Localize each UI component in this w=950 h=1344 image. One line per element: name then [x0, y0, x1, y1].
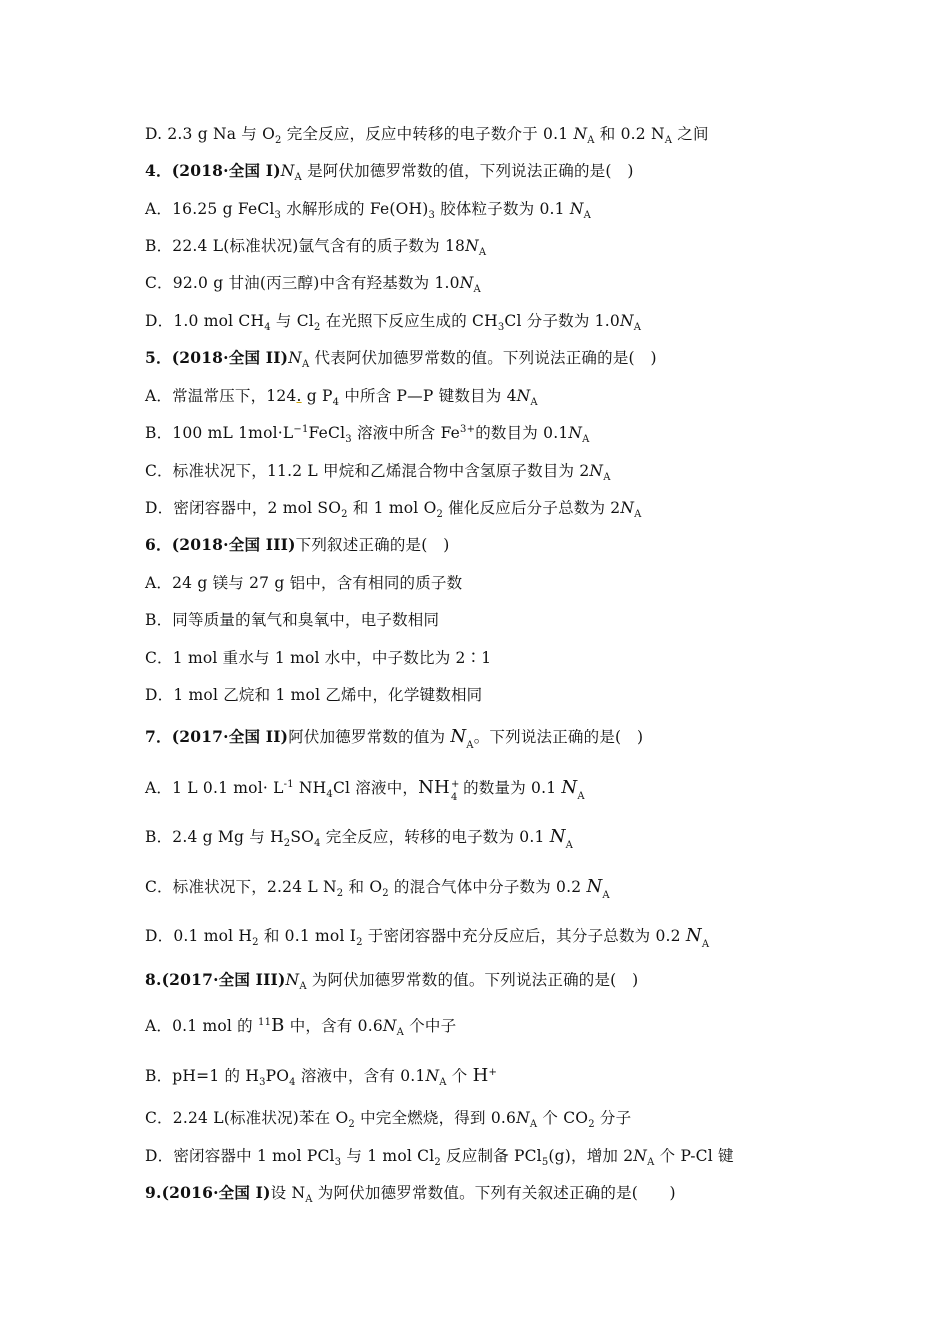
text: 完全反应，转移的电子数为 0.1 — [320, 828, 550, 846]
question-7-option-d — [145, 926, 709, 955]
text: C．2.24 L(标准状况)苯在 O — [145, 1109, 349, 1127]
text: 溶液中所含 Fe — [351, 424, 461, 442]
subscript: 4 — [332, 397, 340, 409]
na-symbol: N — [285, 971, 300, 989]
text: D．1.0 mol CH — [145, 312, 265, 330]
question-9 — [145, 1183, 676, 1206]
subscript: A — [603, 472, 611, 484]
question-4 — [145, 161, 634, 184]
superscript: + — [488, 1066, 498, 1078]
na-symbol: N — [450, 726, 467, 747]
na-symbol: N — [685, 925, 702, 946]
subscript: A — [664, 135, 673, 147]
subscript: 4 — [450, 792, 458, 803]
question-6-option-c — [145, 648, 491, 668]
question-6-option-d — [145, 685, 482, 705]
question-6 — [145, 535, 449, 555]
na-symbol: N — [465, 237, 479, 255]
text: . — [296, 387, 302, 405]
question-number: 7． — [145, 727, 172, 746]
boron-symbol: B — [271, 1015, 285, 1036]
question-text: 下列叙述正确的是( ) — [295, 536, 450, 554]
text: 中所含 P—P 键数目为 4 — [339, 387, 517, 405]
question-source: (2018·全国 III) — [171, 535, 296, 554]
question-7 — [145, 727, 643, 756]
text: 个 P-Cl 键 — [654, 1147, 734, 1165]
question-text: 设 N — [270, 1184, 306, 1202]
subscript: 3 — [259, 1077, 266, 1089]
text: 和 0.1 mol I — [258, 927, 357, 945]
text: NH — [293, 779, 327, 797]
question-text: 为阿伏加德罗常数的值。下列说法正确的是( ) — [306, 971, 639, 989]
subscript: A — [633, 322, 642, 334]
text: Cl 溶液中， — [332, 779, 419, 797]
text: 催化反应后分子总数为 2 — [443, 499, 621, 517]
subscript: A — [565, 840, 574, 851]
question-text: 为阿伏加德罗常数值。下列有关叙述正确的是( ) — [312, 1184, 676, 1202]
na-symbol: N — [288, 349, 302, 367]
text: D. 2.3 g Na 与 O — [145, 125, 276, 143]
question-5-option-b — [145, 423, 590, 446]
text: 的混合气体中分子数为 0.2 — [388, 878, 587, 896]
na-symbol: N — [569, 200, 584, 218]
subscript: A — [701, 939, 710, 950]
subscript: 2 — [275, 135, 282, 147]
question-8-option-d — [145, 1146, 734, 1169]
ammonium-scripts — [450, 778, 460, 803]
superscript: −1 — [293, 423, 309, 435]
text: 中完全燃烧，得到 0.6 — [354, 1109, 517, 1127]
subscript: 5 — [541, 1157, 549, 1169]
subscript: A — [305, 1194, 313, 1206]
text: (g)，增加 2 — [548, 1147, 634, 1165]
text: 完全反应，反应中转移的电子数介于 0.1 — [281, 125, 574, 143]
na-symbol: N — [619, 312, 634, 330]
text: B．100 mL 1mol·L — [145, 424, 294, 442]
question-source: (2018·全国 I) — [171, 161, 281, 180]
superscript: 3+ — [460, 423, 476, 435]
text: A．16.25 g FeCl — [145, 200, 275, 218]
na-symbol: N — [459, 274, 474, 292]
text: g P — [301, 387, 333, 405]
text: PO — [265, 1067, 290, 1085]
text: C．标准状况下，11.2 L 甲烷和乙烯混合物中含氢原子数目为 2 — [145, 462, 590, 480]
question-7-option-b — [145, 827, 573, 856]
question-6-option-a — [145, 573, 462, 593]
text: FeCl — [308, 424, 346, 442]
text: 和 O — [343, 878, 383, 896]
text: D．0.1 mol H — [145, 927, 253, 945]
text: B．同等质量的氧气和臭氧中，电子数相同 — [145, 611, 440, 629]
na-symbol: N — [586, 876, 603, 897]
question-4-option-b — [145, 236, 487, 259]
text: B．2.4 g Mg 与 H — [145, 828, 284, 846]
subscript: A — [396, 1027, 405, 1039]
subscript: 2 — [434, 1157, 441, 1169]
question-4-option-d — [145, 311, 642, 334]
subscript: 4 — [264, 322, 271, 334]
question-text: 代表阿伏加德罗常数的值。下列说法正确的是( ) — [309, 349, 657, 367]
subscript: A — [466, 740, 474, 751]
question-number: 5． — [145, 348, 172, 367]
question-7-option-a — [145, 778, 585, 807]
subscript: A — [587, 135, 595, 147]
question-source: (2017·全国 II) — [171, 727, 289, 746]
text: 个中子 — [404, 1017, 457, 1035]
na-symbol: N — [561, 777, 578, 798]
superscript: + — [450, 779, 460, 790]
na-symbol: N — [280, 162, 295, 180]
subscript: 2 — [283, 838, 291, 850]
subscript: 2 — [348, 1119, 355, 1131]
text: D．1 mol 乙烷和 1 mol 乙烯中，化学键数相同 — [145, 686, 483, 704]
text: C．1 mol 重水与 1 mol 水中，中子数比为 2∶1 — [145, 649, 492, 667]
question-number: 8. — [145, 970, 162, 989]
subscript: A — [577, 791, 585, 802]
subscript: A — [439, 1077, 447, 1089]
question-8-option-a — [145, 1015, 457, 1039]
subscript: 2 — [588, 1119, 595, 1131]
na-symbol: N — [620, 499, 635, 517]
subscript: 3 — [334, 1157, 342, 1169]
text: 在光照下反应生成的 CH — [320, 312, 498, 330]
subscript: 3 — [497, 322, 505, 334]
subscript: 2 — [356, 937, 363, 949]
superscript: 11 — [258, 1016, 272, 1028]
subscript: 4 — [289, 1077, 296, 1089]
text: SO — [290, 828, 315, 846]
question-number: 9. — [145, 1183, 162, 1202]
question-source: (2017·全国 III) — [161, 970, 286, 989]
subscript: 4 — [314, 838, 321, 850]
na-symbol: N — [382, 1017, 397, 1035]
question-7-option-c — [145, 877, 610, 906]
subscript: A — [301, 359, 310, 371]
subscript: A — [602, 890, 610, 901]
text: 与 Cl — [270, 312, 314, 330]
subscript: A — [473, 284, 481, 296]
text: B．22.4 L(标准状况)氩气含有的质子数为 18 — [145, 237, 466, 255]
question-5 — [145, 348, 657, 371]
question-5-option-a — [145, 386, 538, 409]
subscript: 2 — [313, 322, 321, 334]
na-symbol: N — [568, 424, 583, 442]
question-text: 阿伏加德罗常数的值为 — [288, 728, 451, 746]
text: C．标准状况下，2.24 L N — [145, 878, 337, 896]
text: D．密闭容器中 1 mol PCl — [145, 1147, 335, 1165]
text: 水解形成的 Fe(OH) — [281, 200, 429, 218]
text: A．24 g 镁与 27 g 铝中，含有相同的质子数 — [145, 574, 463, 592]
subscript: 2 — [436, 509, 444, 521]
subscript: 2 — [252, 937, 259, 949]
subscript: A — [529, 1119, 538, 1131]
text: B．pH=1 的 H — [145, 1067, 260, 1085]
subscript: A — [478, 247, 487, 259]
na-symbol: N — [589, 462, 604, 480]
question-source: (2018·全国 II) — [171, 348, 289, 367]
subscript: 3 — [274, 210, 282, 222]
text: 反应制备 PCl — [440, 1147, 542, 1165]
na-symbol: N — [633, 1147, 648, 1165]
question-8 — [145, 970, 639, 993]
subscript: 4 — [326, 789, 333, 801]
text: 溶液中，含有 0.1 — [295, 1067, 426, 1085]
subscript: 3 — [345, 434, 352, 446]
text: A．0.1 mol 的 — [145, 1017, 259, 1035]
subscript: A — [634, 509, 642, 521]
subscript: A — [647, 1157, 655, 1169]
text: A．1 L 0.1 mol· L — [145, 779, 284, 797]
subscript: A — [294, 172, 302, 184]
question-5-option-d — [145, 498, 642, 521]
question-number: 4． — [145, 161, 172, 180]
text: 之间 — [672, 125, 709, 143]
text: 和 0.2 N — [594, 125, 665, 143]
question-4-option-a — [145, 199, 592, 222]
question-number: 6． — [145, 535, 172, 554]
question-text: 是阿伏加德罗常数的值，下列说法正确的是( ) — [301, 162, 634, 180]
text: Cl 分子数为 1.0 — [504, 312, 620, 330]
text: 于密闭容器中充分反应后，其分子总数为 0.2 — [362, 927, 686, 945]
subscript: A — [582, 434, 590, 446]
hydrogen-ion-symbol: H — [472, 1065, 489, 1086]
option-d-prev — [145, 124, 709, 147]
superscript: -1 — [283, 778, 294, 790]
na-symbol: N — [516, 1109, 530, 1127]
na-symbol: N — [549, 826, 566, 847]
question-8-option-b — [145, 1065, 498, 1089]
subscript: A — [299, 981, 307, 993]
na-symbol: N — [425, 1067, 440, 1085]
subscript: 2 — [382, 888, 389, 900]
text: 与 1 mol Cl — [341, 1147, 435, 1165]
text: C．92.0 g 甘油(丙三醇)中含有羟基数为 1.0 — [145, 274, 460, 292]
text: D．密闭容器中，2 mol SO — [145, 499, 342, 517]
question-8-option-c — [145, 1108, 632, 1131]
text: 的数目为 0.1 — [475, 424, 569, 442]
text: 中，含有 0.6 — [284, 1017, 383, 1035]
text: 个 CO — [537, 1109, 589, 1127]
text: 分子 — [594, 1109, 632, 1127]
subscript: A — [583, 210, 592, 222]
subscript: 3 — [428, 210, 436, 222]
question-source: (2016·全国 I) — [161, 1183, 271, 1202]
subscript: A — [530, 397, 538, 409]
na-symbol: N — [516, 387, 531, 405]
na-symbol: N — [573, 125, 588, 143]
text: 和 1 mol O — [347, 499, 437, 517]
question-text: 。下列说法正确的是( ) — [473, 728, 644, 746]
text: 个 — [446, 1067, 473, 1085]
question-6-option-b — [145, 610, 439, 630]
text: 的数量为 0.1 — [457, 779, 562, 797]
subscript: 2 — [336, 888, 344, 900]
question-5-option-c — [145, 461, 611, 484]
text: A．常温常压下，124 — [145, 387, 297, 405]
ammonium-symbol: NH — [418, 777, 450, 798]
subscript: 2 — [341, 509, 348, 521]
text: 胶体粒子数为 0.1 — [435, 200, 570, 218]
question-4-option-c — [145, 273, 481, 296]
